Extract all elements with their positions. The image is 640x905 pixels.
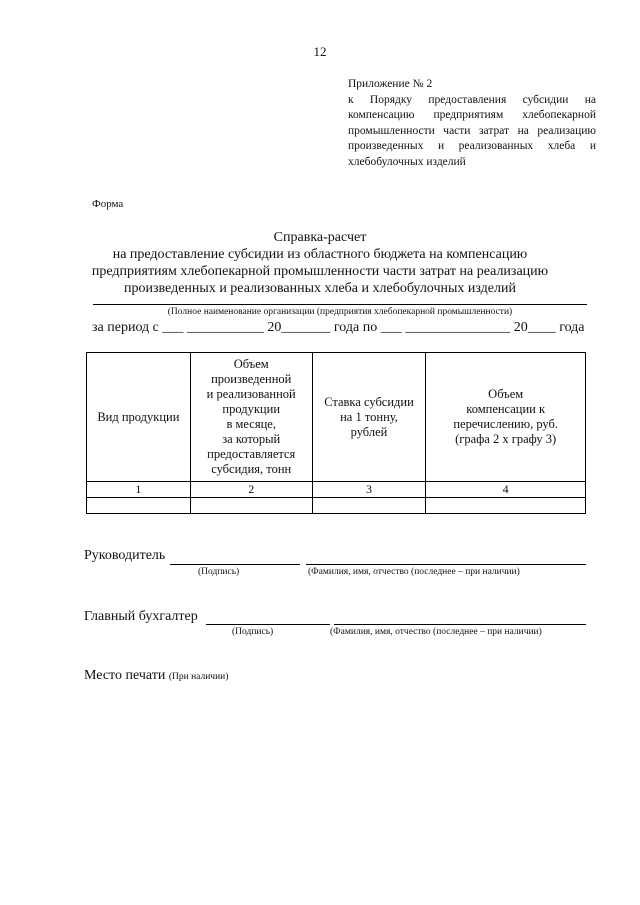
accountant-signature-field[interactable]	[206, 624, 330, 625]
cell-product-type[interactable]	[87, 498, 191, 514]
head-name-field[interactable]	[306, 564, 586, 565]
calculation-table	[86, 352, 586, 514]
header-rate: Ставка субсидии на 1 тонну, рублей	[312, 353, 426, 482]
form-label: Форма	[92, 198, 124, 210]
header-product-type: Вид продукции	[87, 353, 191, 482]
column-number: 2	[190, 482, 312, 498]
title-line-3: предприятиям хлебопекарной промышленности части затрат на реализацию	[91, 264, 549, 279]
table-data-row[interactable]	[87, 498, 586, 514]
page-number: 12	[313, 44, 327, 59]
header-volume: Объем произведенной и реализованной продукции в месяце, за который предоставляется субсидия, тонн	[190, 353, 312, 482]
stamp-note: (При наличии)	[168, 672, 229, 682]
table-header-row	[87, 353, 586, 482]
appendix-block	[348, 77, 596, 171]
title-line-4: произведенных и реализованных хлеба и хлебобулочных изделий	[124, 281, 516, 296]
cell-volume[interactable]	[190, 498, 312, 514]
cell-rate[interactable]	[312, 498, 426, 514]
organization-name-field[interactable]	[93, 304, 587, 305]
title-line-2: на предоставление субсидии из областного бюджета на компенсацию	[112, 247, 528, 262]
title-line-1: Справка-расчет	[273, 230, 367, 245]
head-label: Руководитель	[84, 548, 166, 563]
table-number-row	[87, 482, 586, 498]
accountant-signature-caption: (Подпись)	[232, 627, 274, 637]
column-number: 1	[87, 482, 191, 498]
cell-compensation[interactable]	[426, 498, 586, 514]
head-signature-caption: (Подпись)	[198, 567, 240, 577]
appendix-text: к Порядку предоставления субсидии на компенсацию предприятиям хлебопекарной промышленности части затрат на реализацию произведенных и реализованных хлеба и хлебобулочных изделий	[348, 93, 596, 168]
head-signature-field[interactable]	[170, 564, 300, 565]
head-name-caption: (Фамилия, имя, отчество (последнее – при наличии)	[308, 567, 520, 577]
column-number: 4	[426, 482, 586, 498]
accountant-name-caption: (Фамилия, имя, отчество (последнее – при наличии)	[330, 627, 542, 637]
accountant-name-field[interactable]	[334, 624, 586, 625]
stamp-label: Место печати	[84, 668, 166, 683]
column-number: 3	[312, 482, 426, 498]
header-compensation: Объем компенсации к перечислению, руб. (графа 2 х графу 3)	[426, 353, 586, 482]
appendix-title: Приложение № 2	[348, 78, 433, 90]
stamp-place	[84, 668, 228, 684]
document-title	[80, 229, 560, 297]
accountant-label: Главный бухгалтер	[84, 609, 198, 624]
period-line: за период с ___ ___________ 20_______ года по ___ _______________ 20____ года	[92, 320, 585, 335]
organization-name-caption: (Полное наименование организации (предприятия хлебопекарной промышленности)	[167, 307, 513, 317]
